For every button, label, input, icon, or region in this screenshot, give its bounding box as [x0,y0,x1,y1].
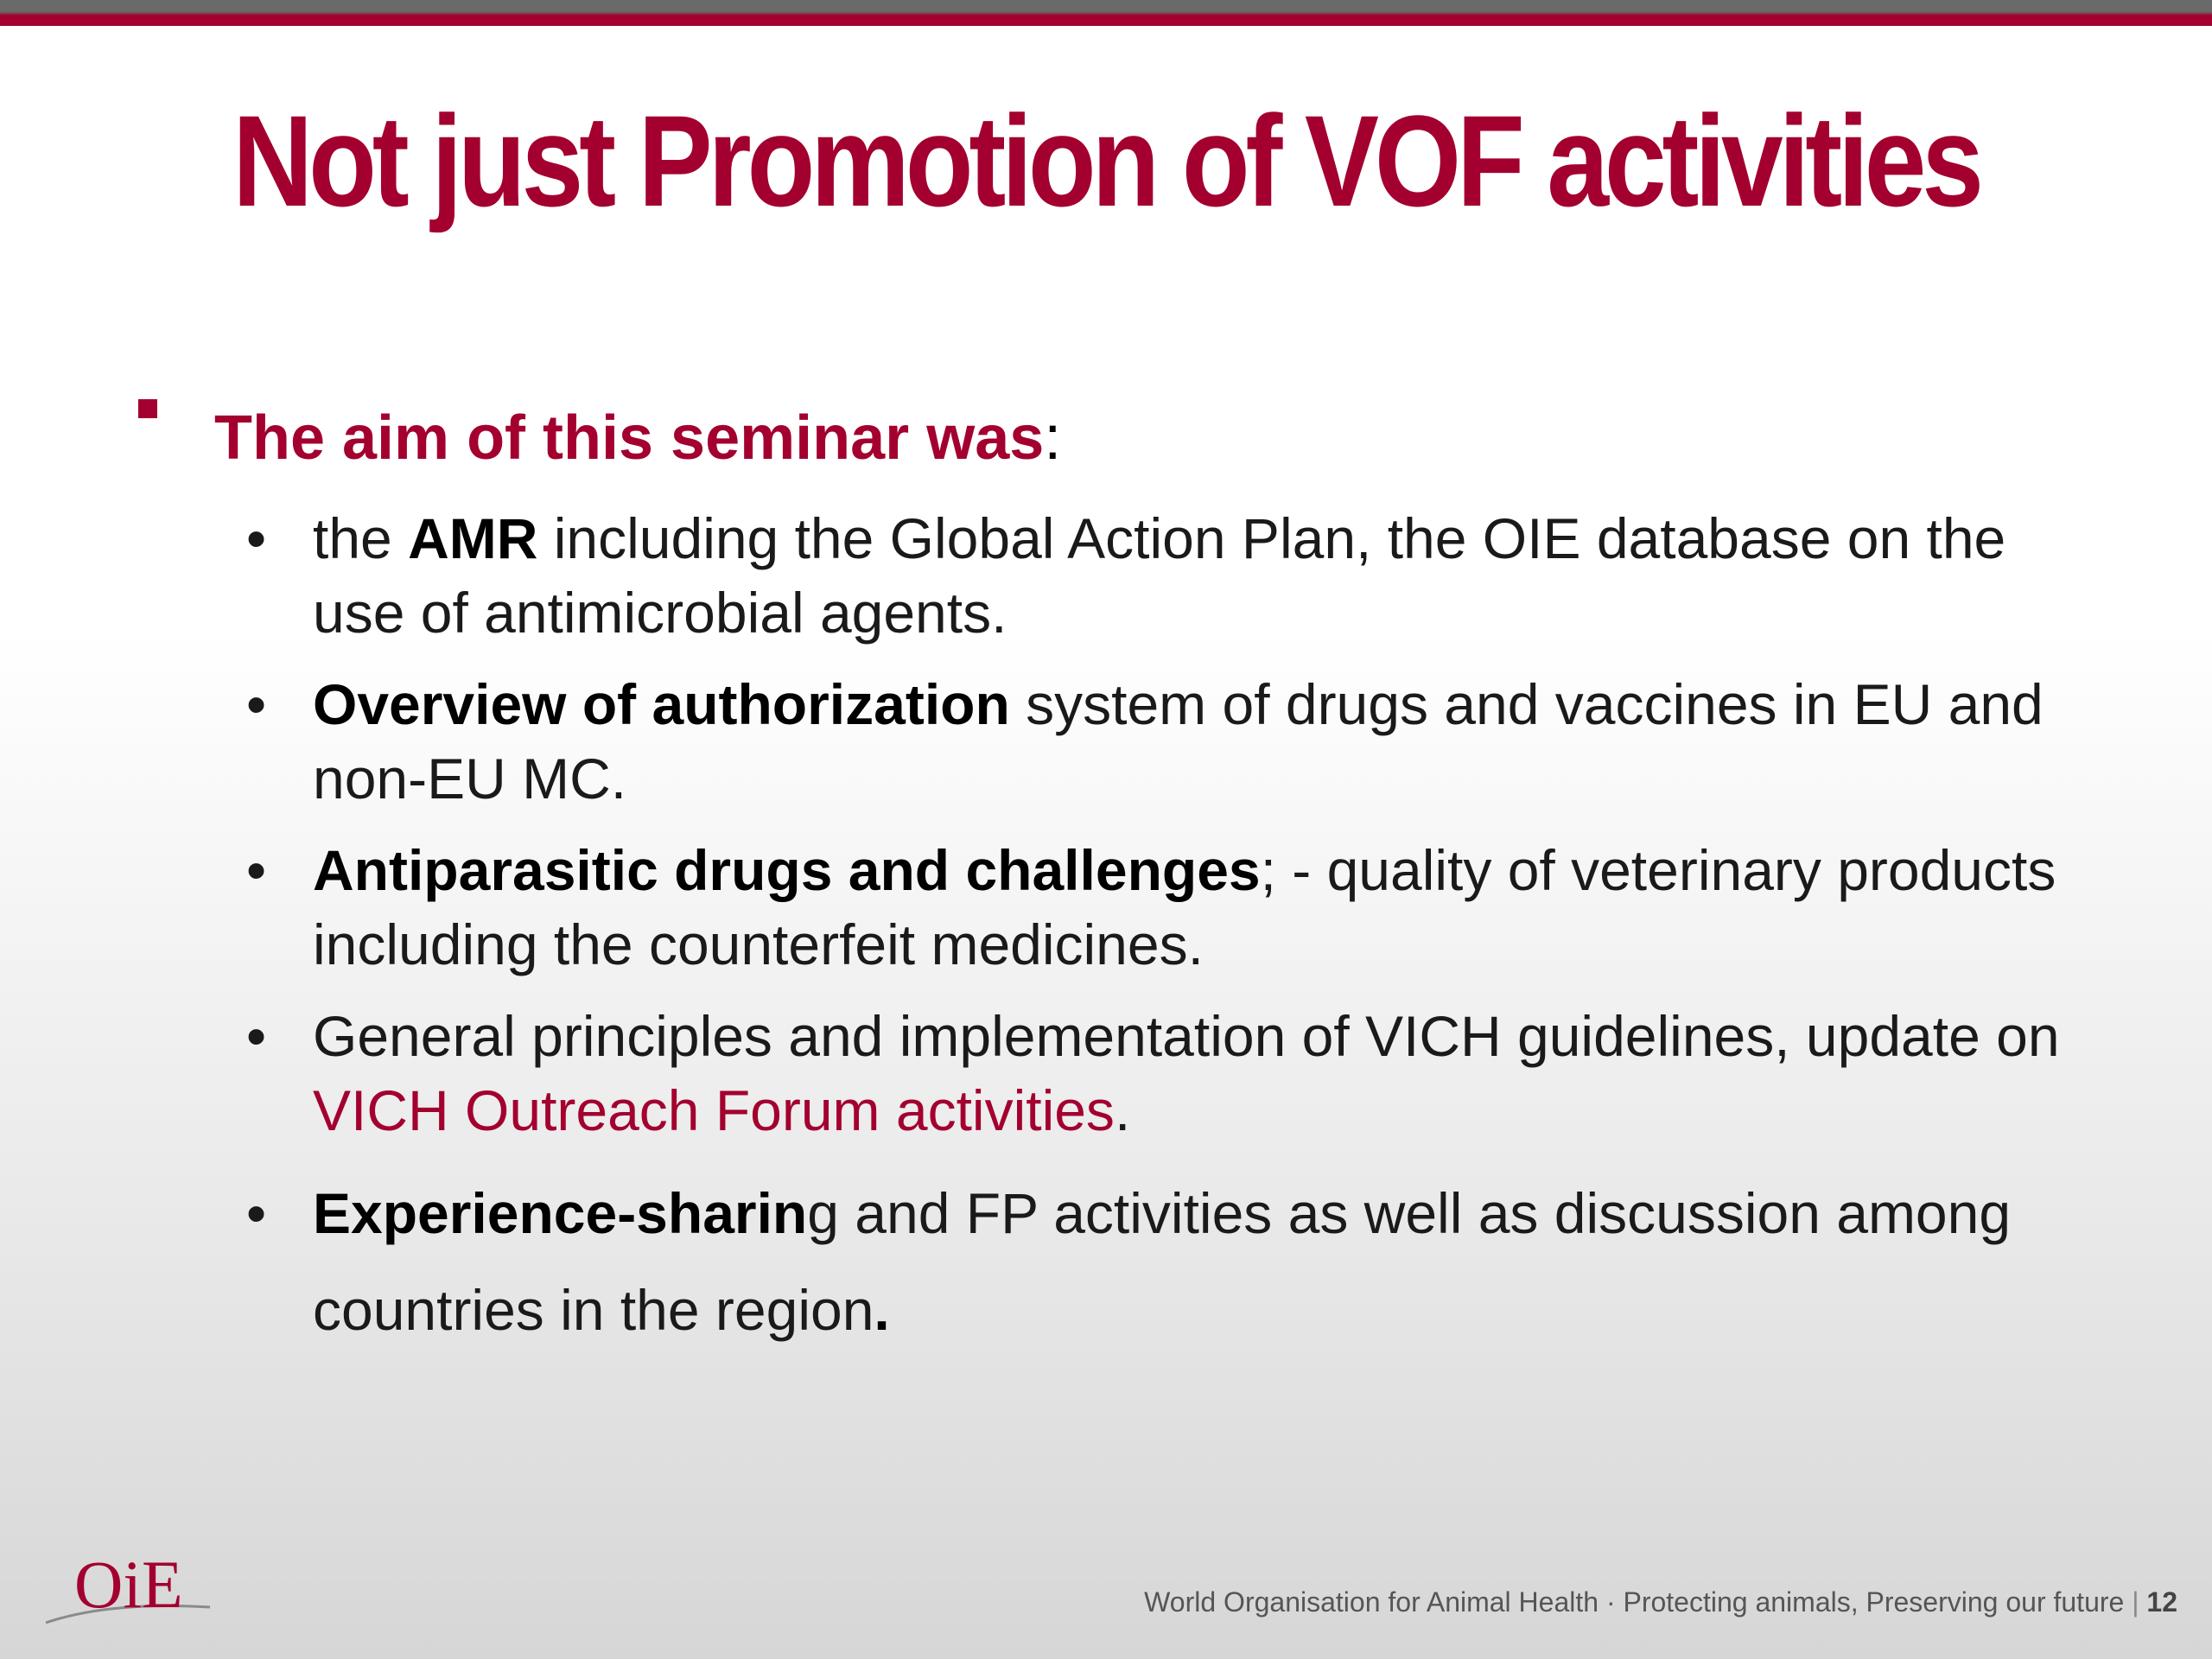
bullet-dot-icon: • [246,672,267,736]
logo-text: OiE [74,1547,183,1622]
sub-bullet-list [238,501,2095,1376]
item-text: including the Global Action Plan, the OIE database on the use of antimicrobial agents. [313,506,2006,645]
footer-organisation: World Organisation for Animal Health · Protecting animals, Preserving our future [1144,1586,2125,1618]
item-text: . [1114,1078,1131,1142]
footer-separator: | [2132,1586,2139,1618]
main-bullet-lead: The aim of this seminar was [214,404,1045,473]
main-bullet-colon: : [1044,404,1062,473]
slide-title: Not just Promotion of VOF activities [232,88,1980,233]
oie-logo [41,1536,214,1640]
item-highlight-text: VICH Outreach Forum activities [313,1078,1115,1142]
bullet-dot-icon: • [246,1181,267,1245]
top-accent-bar [0,0,2212,26]
item-text: the [313,506,409,570]
bullet-dot-icon: • [246,838,267,902]
bullet-dot-icon: • [246,1004,267,1068]
main-bullet-text [214,399,1061,477]
footer-text [1144,1586,2177,1618]
list-item [238,999,2095,1147]
item-bold-text: AMR [408,506,538,570]
item-bold-period: . [874,1278,890,1342]
item-text: g and FP activities as well as discussion among countries in the region [313,1181,2012,1342]
item-text: ; - quality of veterinary products including the counterfeit medicines. [313,838,2056,976]
list-item [238,1165,2095,1358]
item-bold-text: Antiparasitic drugs and challenges [313,838,1261,902]
bullet-dot-icon: • [246,506,267,570]
list-item [238,833,2095,982]
square-bullet-icon [138,399,157,418]
item-text: system of drugs and vaccines in EU and non-EU MC. [313,672,2044,810]
item-bold-text: Experience-sharin [313,1181,808,1245]
item-text: General principles and implementation of VICH guidelines, update on [313,1004,2060,1068]
list-item [238,667,2095,816]
item-bold-text: Overview of authorization [313,672,1010,736]
list-item [238,501,2095,650]
page-number: 12 [2146,1586,2177,1618]
